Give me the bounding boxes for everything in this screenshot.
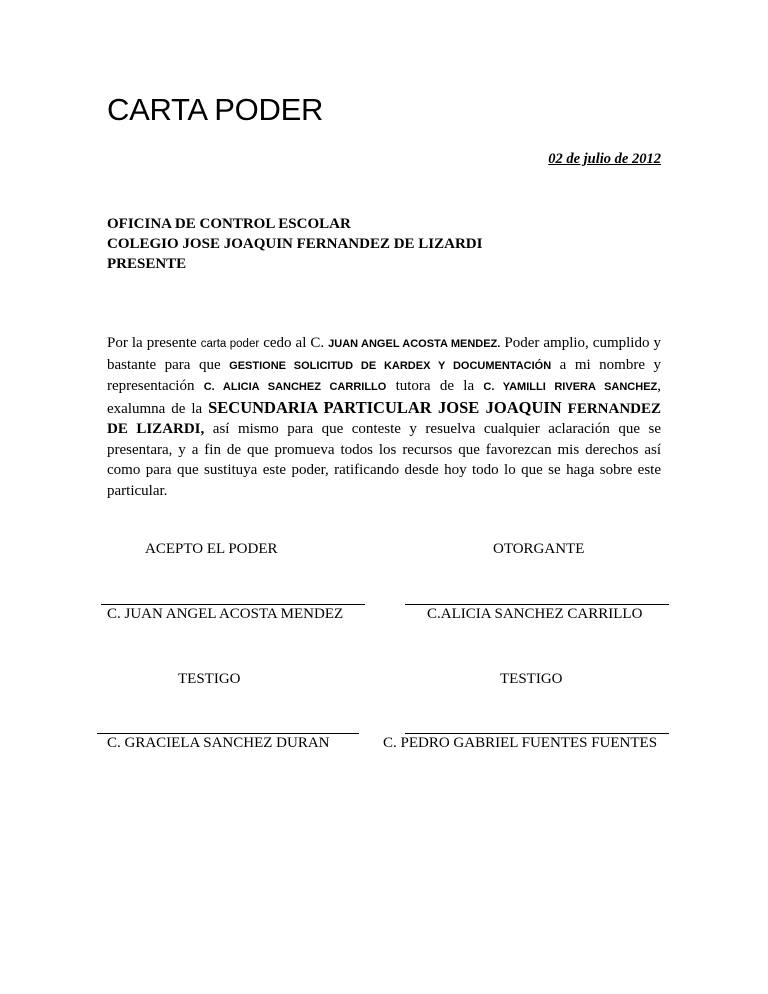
body-text-1: Por la presente bbox=[107, 335, 201, 351]
accept-power-label: ACEPTO EL PODER bbox=[145, 541, 278, 557]
witness-name-1: C. GRACIELA SANCHEZ DURAN bbox=[107, 735, 330, 751]
school-name-part-1: SECUNDARIA PARTICULAR JOSE JOAQUIN bbox=[208, 397, 562, 417]
witness-1-signature-line bbox=[97, 733, 359, 734]
grantor-label: OTORGANTE bbox=[493, 541, 585, 557]
addressee-line-present: PRESENTE bbox=[107, 256, 187, 272]
witness-2-signature-line bbox=[405, 733, 669, 734]
addressee-line-school: COLEGIO JOSE JOAQUIN FERNANDEZ DE LIZARDI bbox=[107, 236, 483, 252]
grantor-name: C.ALICIA SANCHEZ CARRILLO bbox=[427, 606, 643, 622]
document-title: CARTA PODER bbox=[107, 92, 324, 127]
otorgante-name: C. ALICIA SANCHEZ CARRILLO bbox=[203, 381, 387, 393]
alumna-name: C. YAMILLI RIVERA SANCHEZ bbox=[483, 381, 658, 393]
apoderado-name: JUAN ANGEL ACOSTA MENDEZ. bbox=[328, 338, 501, 350]
accept-name: C. JUAN ANGEL ACOSTA MENDEZ bbox=[107, 606, 344, 622]
addressee-block bbox=[107, 214, 482, 274]
witness-name-2: C. PEDRO GABRIEL FUENTES FUENTES bbox=[383, 735, 658, 751]
accept-signature-line bbox=[101, 604, 365, 605]
carta-poder-text: carta poder bbox=[200, 338, 260, 350]
body-text-2: cedo al C. bbox=[259, 335, 329, 351]
body-text-3: Poder amplio, cumplido y bastante para que bbox=[107, 335, 661, 373]
body-text-5: tutora de la bbox=[386, 378, 484, 394]
body-text-4: a mi nombre y representación bbox=[107, 356, 661, 394]
document-date: 02 de julio de 2012 bbox=[548, 151, 661, 167]
school-name-part-2: FERNANDEZ DE LIZARDI, bbox=[107, 400, 661, 437]
witness-label-2: TESTIGO bbox=[500, 671, 563, 687]
addressee-line-office: OFICINA DE CONTROL ESCOLAR bbox=[107, 216, 351, 232]
grantor-signature-line bbox=[405, 604, 669, 605]
body-paragraph bbox=[107, 333, 661, 501]
body-text-7: así mismo para que conteste y resuelva cualquier aclaración que se presentara, y a fin de que promueva todos los recursos que favorezcan mis derechos así como para que sustituya este poder, ratificando desde hoy todo lo que se haga sobre este particular. bbox=[107, 421, 661, 499]
witness-label-1: TESTIGO bbox=[178, 671, 241, 687]
tramite-text: GESTIONE SOLICITUD DE KARDEX Y DOCUMENTACIÓN bbox=[229, 359, 552, 372]
body-text-6: , exalumna de la bbox=[107, 378, 662, 417]
